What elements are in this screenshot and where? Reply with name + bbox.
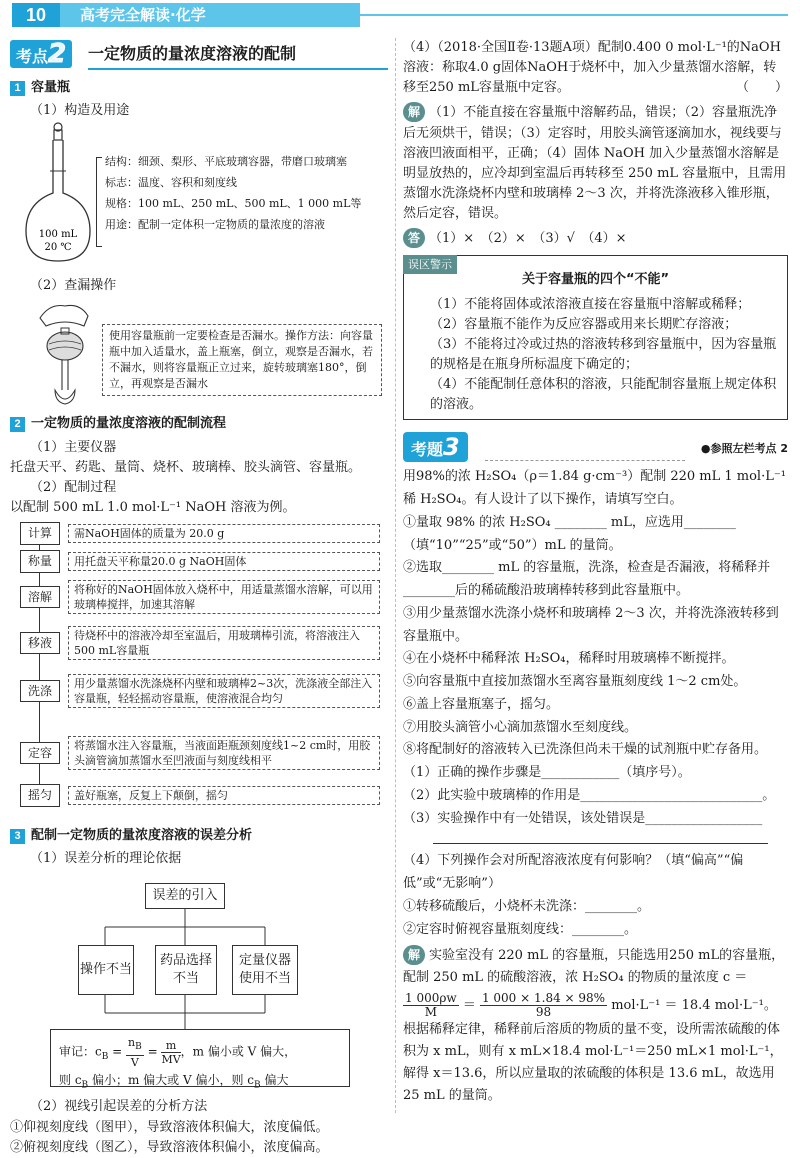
- op-8: ⑧将配制好的溶液转入已洗涤但尚未干燥的试剂瓶中贮存备用。: [403, 742, 768, 758]
- column-divider: [395, 38, 396, 1113]
- frac-num: m: [161, 1039, 180, 1053]
- q4-paren: （ ）: [735, 80, 788, 96]
- memo-prefix: 审记：c: [59, 1045, 102, 1059]
- op-2: ②选取________ mL 的容量瓶，洗涤，检查是否漏液，将稀释并________后的稀硫酸沿玻璃棒转移到此容量瓶中。: [403, 560, 771, 599]
- step-label: 洗涤: [20, 680, 60, 703]
- explanation: [403, 102, 788, 224]
- tree-root: 误差的引入: [145, 883, 225, 909]
- ask-4-1: ①转移硫酸后，小烧杯未洗涤：________。: [403, 898, 651, 914]
- instrument-line-1: 定量仪器: [238, 953, 291, 969]
- op-1: ①量取 98% 的浓 H₂SO₄ ________ mL，应选用________（填“10”“25”或“50”）mL 的量筒。: [403, 514, 736, 553]
- question-4: [403, 38, 788, 98]
- section-number: 1: [10, 81, 25, 96]
- step-text: 将蒸馏水注入容量瓶，当液面距瓶颈刻度线1~2 cm时，用胶头滴管滴加蒸馏水至凹液面与刻度线相平: [68, 736, 380, 770]
- kaodian-label: 考点: [16, 47, 49, 66]
- step-text: 需NaOH固体的质量为 20.0 g: [68, 524, 380, 543]
- right-column: [403, 38, 788, 1118]
- solution: [403, 945, 788, 1107]
- frac-den: M: [424, 1004, 437, 1019]
- kaodian-2-heading: [10, 38, 390, 72]
- section-title: 容量瓶: [31, 80, 71, 95]
- flow-step: [20, 580, 380, 614]
- memo-sub: B: [254, 1079, 261, 1090]
- memo-sub: B: [101, 1052, 109, 1063]
- theory-subheading: （1）误差分析的理论依据: [30, 851, 182, 867]
- warning-tag: 误区警示: [403, 255, 457, 274]
- view-up: ①仰视刻度线（图甲），导致溶液体积偏大，浓度偏低。: [10, 1119, 329, 1135]
- left-column: [10, 38, 390, 1155]
- section-title: 一定物质的量浓度溶液的配制流程: [31, 416, 227, 432]
- flask-structure: 结构：细颈、梨形、平底玻璃容器，带磨口玻璃塞: [105, 155, 347, 169]
- flask-temp-label: 20 ℃: [44, 242, 72, 254]
- kaoti-reference: ●参照左栏考点 2: [700, 442, 788, 456]
- flow-step: [20, 736, 380, 770]
- view-down: ②俯视刻度线（图乙），导致溶液体积偏小，浓度偏高。: [10, 1139, 329, 1155]
- step-text: 盖好瓶塞，反复上下颠倒，摇匀: [68, 786, 380, 805]
- memo-sub: B: [81, 1079, 89, 1090]
- flask-use: 用途：配制一定体积一定物质的量浓度的溶液: [105, 218, 325, 232]
- leak-check-text: 使用容量瓶前一定要检查是否漏水。操作方法：向容量瓶中加入适量水，盖上瓶塞，倒立，观察是否漏水，若不漏水，则将容量瓶正立过来，旋转玻璃塞180°，倒立，再观察是否漏水: [102, 324, 382, 396]
- kaoti-rule: [485, 460, 685, 461]
- solution-text-1: 实验室没有 220 mL 的容量瓶，只能选用250 mL的容量瓶，配制 250 mL 的硫酸溶液，浓 H₂SO₄ 的物质的量浓度 c ＝: [403, 948, 785, 986]
- kaodian-rule: [88, 68, 388, 70]
- section-number: 2: [10, 417, 25, 432]
- op-5: ⑤向容量瓶中直接加蒸馏水至离容量瓶刻度线 1～2 cm处。: [403, 674, 747, 690]
- answer-text: （1）× （2）× （3）√ （4）×: [429, 231, 627, 247]
- fraction-formula: [403, 992, 459, 1019]
- section-2-heading: [10, 414, 390, 434]
- frac-num-sub: B: [135, 1042, 142, 1053]
- warning-box: [403, 255, 788, 420]
- memo-eq: ，m 偏小或 V 偏大，: [180, 1045, 297, 1059]
- op-4: ④在小烧杯中稀释浓 H₂SO₄，稀释时用玻璃棒不断搅拌。: [403, 651, 735, 667]
- instruments-subheading: （1）主要仪器: [30, 439, 117, 455]
- section-1-heading: [10, 78, 390, 98]
- warning-1: （1）不能将固体或浓溶液直接在容量瓶中溶解或稀释；: [430, 296, 751, 312]
- frac-den: MV: [161, 1053, 181, 1066]
- answer-line: [403, 228, 788, 249]
- jie-mark-icon: 解: [403, 945, 425, 965]
- jie-mark-icon: 解: [403, 102, 425, 122]
- warning-2: （2）容量瓶不能作为反应容器或用来长期贮存溶液；: [430, 316, 738, 332]
- section-number: 3: [10, 829, 25, 844]
- procedure-example: 以配制 500 mL 1.0 mol·L⁻¹ NaOH 溶液为例。: [10, 499, 296, 515]
- page-header: [0, 0, 800, 30]
- answer-blank-line: [433, 830, 768, 844]
- ask-4: （4）下列操作会对所配溶液浓度有何影响？（填“偏高”“偏低”或“无影响”）: [403, 853, 744, 892]
- step-label: 计算: [20, 522, 60, 545]
- kaoti-number: 3: [443, 433, 460, 462]
- kaodian-number: 2: [48, 39, 67, 69]
- procedure-flowchart: [10, 522, 390, 822]
- memo-then: 则 c: [59, 1072, 82, 1087]
- tree-branch-instrument: [232, 945, 298, 995]
- bracket: [96, 157, 102, 247]
- flask-info: [105, 151, 361, 235]
- step-text: 待烧杯中的溶液冷却至室温后，用玻璃棒引流，将溶液注入500 mL容量瓶: [68, 626, 380, 660]
- fraction-m-MV: [161, 1039, 180, 1066]
- book-title: 高考完全解读·化学: [60, 3, 360, 27]
- step-label: 定容: [20, 742, 60, 765]
- volumetric-flask-icon: [22, 121, 94, 271]
- op-3: ③用少量蒸馏水洗涤小烧杯和玻璃棒 2～3 次，并将洗涤液转移到容量瓶中。: [403, 605, 779, 644]
- explanation-text: （1）不能直接在容量瓶中溶解药品，错误；（2）容量瓶洗净后无须烘干，错误；（3）定容时，用胶头滴管逐滴加水，视线要与溶液凹液面相平，正确；（4）固体 NaOH 加入少量蒸馏水溶解是明显放热的，应冷却到室温后再转移至 250 mL 容量瓶中，且需用蒸馏水洗涤烧杯内壁和玻璃棒 2～3 次，并将洗涤液移入锥形瓶，然后定容，错误。: [403, 105, 787, 222]
- leak-check-diagram: [10, 298, 390, 410]
- flow-step: [20, 522, 380, 545]
- hand-flask-icon: [30, 298, 100, 410]
- flask-spec: 规格：100 mL、250 mL、500 mL、1 000 mL等: [105, 197, 362, 211]
- section-title: 配制一定物质的量浓度溶液的误差分析: [31, 828, 253, 844]
- op-6: ⑥盖上容量瓶塞子，摇匀。: [403, 696, 560, 712]
- frac-den: 98: [535, 1004, 552, 1019]
- answer-mark-icon: 答: [403, 228, 425, 248]
- header-rule: [360, 14, 788, 16]
- ask-1: （1）正确的操作步骤是____________（填序号）。: [403, 765, 691, 781]
- section-3-heading: [10, 826, 390, 846]
- flask-mark: 标志：温度、容积和刻度线: [105, 176, 237, 190]
- procedure-subheading: （2）配制过程: [30, 479, 117, 495]
- reagent-line-2: 不当: [172, 971, 199, 987]
- step-label: 称量: [20, 550, 60, 573]
- memo-mid: 偏小；m 偏大或 V 偏小，则 c: [88, 1072, 255, 1087]
- step-text: 用托盘天平称量20.0 g NaOH固体: [68, 552, 380, 571]
- kaodian-title: 一定物质的量浓度溶液的配制: [88, 44, 297, 63]
- flow-step: [20, 550, 380, 573]
- kaoti-3-heading: [403, 432, 788, 466]
- warning-title: 关于容量瓶的四个“不能”: [521, 272, 670, 288]
- kaodian-badge: [10, 40, 72, 68]
- flask-diagram: [10, 121, 390, 276]
- frac-num: n: [128, 1036, 136, 1050]
- flow-step: [20, 784, 380, 807]
- op-7: ⑦用胶头滴管小心滴加蒸馏水至刻度线。: [403, 719, 638, 735]
- ask-4-2: ②定容时俯视容量瓶刻度线：________。: [403, 921, 638, 937]
- view-subheading: （2）视线引起误差的分析方法: [30, 1099, 208, 1115]
- q4-text: （4）（2018·全国Ⅱ卷·13题A项）配制0.400 0 mol·L⁻¹的NaOH溶液：称取4.0 g固体NaOH于烧杯中，加入少量蒸馏水溶解，转移至250 mL容量瓶中定容。: [403, 40, 781, 96]
- step-text: 用少量蒸馏水洗涤烧杯内壁和玻璃棒2~3次，洗涤液全部注入容量瓶，轻轻摇动容量瓶，使溶液混合均匀: [68, 674, 380, 708]
- tree-branch-operation: 操作不当: [78, 945, 134, 995]
- fraction-nB-V: [126, 1036, 144, 1068]
- step-label: 溶解: [20, 586, 60, 609]
- step-text: 将称好的NaOH固体放入烧杯中，用适量蒸馏水溶解，可以用玻璃棒搅拌，加速其溶解: [68, 580, 380, 614]
- kaoti-badge: [403, 432, 468, 462]
- leak-check-subheading: （2）查漏操作: [30, 278, 117, 294]
- flow-step: [20, 626, 380, 660]
- flask-volume-label: 100 mL: [38, 229, 78, 241]
- error-source-tree: [10, 873, 390, 1113]
- tree-branch-reagent: [155, 945, 217, 995]
- problem-intro: 用98%的浓 H₂SO₄（ρ＝1.84 g·cm⁻³）配制 220 mL 1 mol·L⁻¹ 稀 H₂SO₄。有人设计了以下操作，请填写空白。: [403, 469, 786, 508]
- memo-end: 偏大: [260, 1072, 289, 1087]
- instruments-list: 托盘天平、药匙、量筒、烧杯、玻璃棒、胶头滴管、容量瓶。: [10, 459, 362, 475]
- flow-step: [20, 674, 380, 708]
- fraction-values: [480, 992, 607, 1019]
- step-label: 移液: [20, 632, 60, 655]
- frac-num: 1 000ρw: [405, 990, 457, 1005]
- page-number: 10: [12, 3, 60, 27]
- warning-4: （4）不能配制任意体积的溶液，只能配制容量瓶上规定体积的溶液。: [430, 377, 777, 413]
- solution-equation: $\frac{1 000\rho w}{M}$ ＝ $\frac{1 000 \times 1.84 \times 98\%}{98}$ mol·L⁻¹ ＝ 18.4 mol·L⁻¹。: [405, 990, 777, 1019]
- frac-den: V: [130, 1055, 139, 1069]
- instrument-line-2: 使用不当: [238, 971, 291, 987]
- reagent-line-1: 药品选择: [159, 953, 212, 969]
- solution-text-2: 根据稀释定律，稀释前后溶质的物质的量不变，设所需浓硫酸的体积为 x mL，则有 x mL×18.4 mol·L⁻¹＝250 mL×1 mol·L⁻¹，解得 x＝13.6，所以应量取的浓硫酸的体积是 13.6 mL，故选用 25 mL 的量筒。: [403, 1021, 783, 1103]
- ask-3: （3）实验操作中有一处错误，该处错误是__________________: [403, 810, 763, 826]
- frac-num: 1 000 × 1.84 × 98%: [481, 990, 606, 1005]
- equation-tail: mol·L⁻¹ ＝ 18.4 mol·L⁻¹。: [611, 997, 777, 1013]
- ask-2: （2）此实验中玻璃棒的作用是____________________________。: [403, 787, 776, 803]
- step-label: 摇匀: [20, 784, 60, 807]
- formula-memo: 审记：$c_B$ = $\frac{n_B}{V}$ = $\frac{m}{MV}$ ，m 偏小或 V 偏大， 则 $c_B$ 偏小；m 偏大或 V 偏小，则 $c_B$ 偏大: [50, 1029, 350, 1087]
- structure-subheading: （1）构造及用途: [30, 103, 130, 119]
- warning-3: （3）不能将过冷或过热的溶液转移到容量瓶中，因为容量瓶的规格是在瓶身所标温度下确定的；: [430, 336, 777, 372]
- kaoti-label: 考题: [411, 440, 444, 460]
